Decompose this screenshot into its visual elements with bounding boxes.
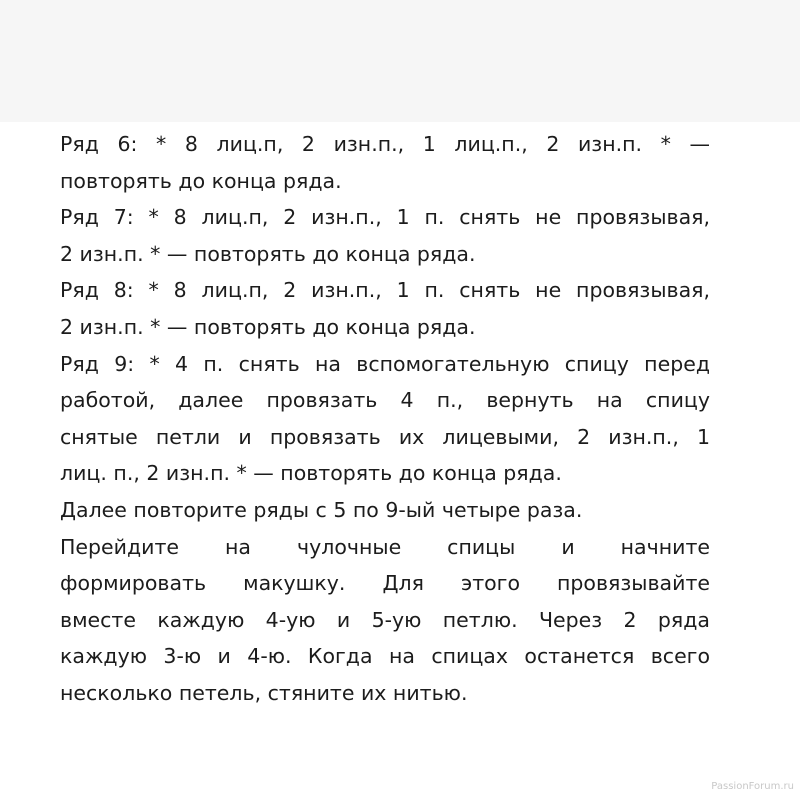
- text-line-crown-c: вместе каждую 4-ую и 5-ую петлю. Через 2 ряда: [60, 607, 710, 632]
- text-line-row9-a: Ряд 9: * 4 п. снять на вспомогательную спицу перед: [60, 351, 710, 376]
- text-line-row9-b: работой, далее провязать 4 п., вернуть на спицу: [60, 388, 710, 413]
- text-line-row6-a: Ряд 6: * 8 лиц.п, 2 изн.п., 1 лиц.п., 2 изн.п. * —: [60, 132, 710, 156]
- text-line-crown-a: Перейдите на чулочные спицы и начните: [60, 534, 710, 559]
- watermark-text: PassionForum.ru: [711, 781, 794, 792]
- text-line-crown-e: несколько петель, стяните их нитью.: [60, 680, 468, 705]
- text-line-row8-a: Ряд 8: * 8 лиц.п, 2 изн.п., 1 п. снять не провязывая,: [60, 278, 710, 303]
- text-line-crown-d: каждую 3-ю и 4-ю. Когда на спицах останется всего: [60, 644, 710, 669]
- text-line-row7-b: 2 изн.п. * — повторять до конца ряда.: [60, 241, 476, 266]
- knitting-instructions: [60, 126, 710, 712]
- text-line-row9-c: снятые петли и провязать их лицевыми, 2 изн.п., 1: [60, 424, 710, 449]
- text-line-crown-b: формировать макушку. Для этого провязывайте: [60, 571, 710, 596]
- text-line-repeat: Далее повторите ряды с 5 по 9-ый четыре раза.: [60, 497, 583, 522]
- text-line-row8-b: 2 изн.п. * — повторять до конца ряда.: [60, 314, 476, 339]
- top-blank-band: [0, 0, 800, 122]
- text-line-row7-a: Ряд 7: * 8 лиц.п, 2 изн.п., 1 п. снять не провязывая,: [60, 205, 710, 230]
- text-line-row6-b: повторять до конца ряда.: [60, 168, 342, 193]
- text-line-row9-d: лиц. п., 2 изн.п. * — повторять до конца ряда.: [60, 461, 562, 486]
